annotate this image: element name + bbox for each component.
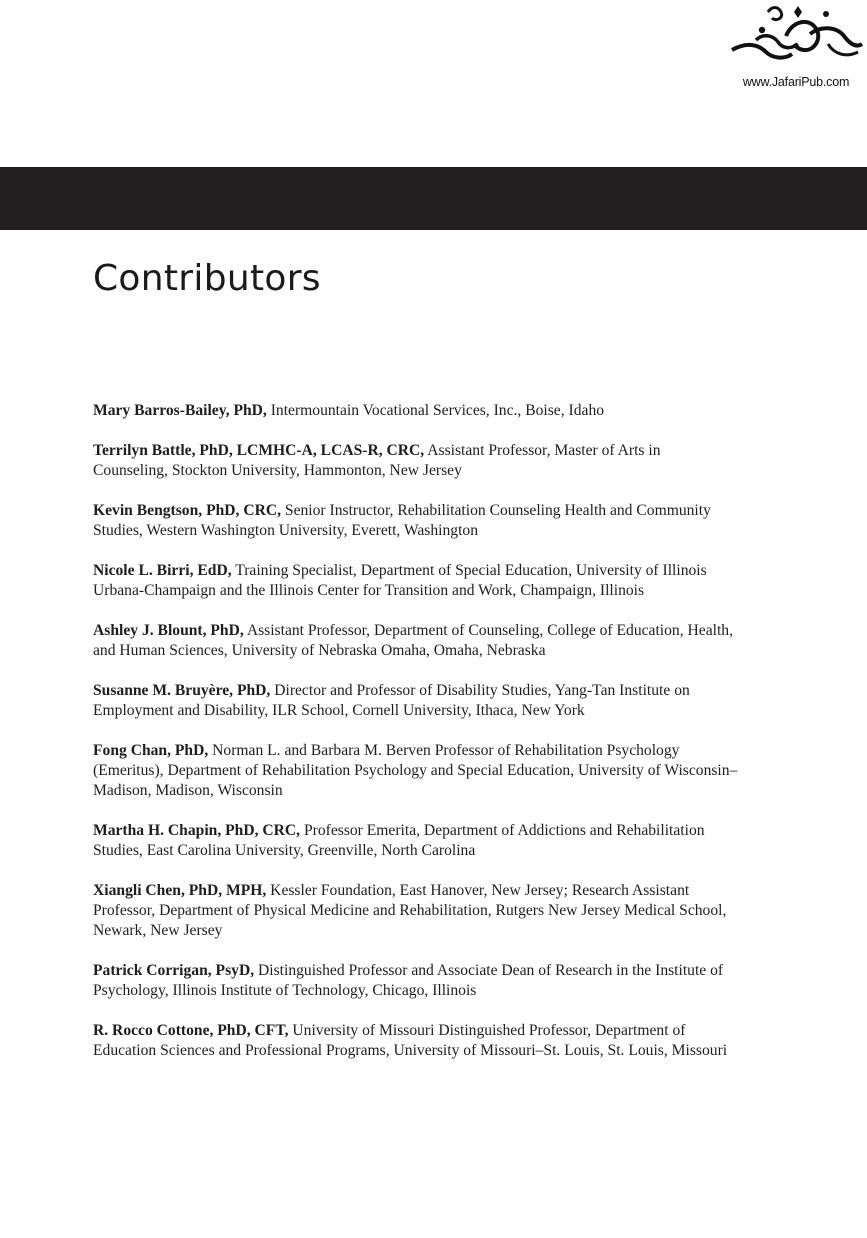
contributor-list [93,401,738,1081]
contributor-entry [93,441,738,481]
calligraphy-logo-icon [728,4,864,72]
contributor-affiliation: Norman L. and Barbara M. Berven Professor of Rehabilitation Psychology (Emeritus), Department of Rehabilitation Psychology and Special Education, University of Wisconsin–Madison, Madison, Wisconsin [93,742,738,799]
contributor-entry [93,621,738,661]
contributor-name: Patrick Corrigan, PsyD, [93,962,255,979]
contributor-name: Terrilyn Battle, PhD, LCMHC-A, LCAS-R, CRC, [93,442,425,459]
contributor-affiliation: Distinguished Professor and Associate Dean of Research in the Institute of Psychology, Illinois Institute of Technology, Chicago, Illinois [93,962,724,999]
contributor-entry [93,881,738,941]
publisher-logo [728,4,864,94]
contributor-affiliation: Assistant Professor, Master of Arts in Counseling, Stockton University, Hammonton, New Jersey [93,442,661,479]
contributor-affiliation: Senior Instructor, Rehabilitation Counseling Health and Community Studies, Western Washington University, Everett, Washington [93,502,711,539]
contributor-affiliation: University of Missouri Distinguished Professor, Department of Education Sciences and Professional Programs, University of Missouri–St. Louis, St. Louis, Missouri [93,1022,728,1059]
contributor-entry [93,561,738,601]
contributor-name: R. Rocco Cottone, PhD, CFT, [93,1022,289,1039]
contributor-name: Ashley J. Blount, PhD, [93,622,244,639]
contributor-entry [93,1021,738,1061]
contributor-name: Kevin Bengtson, PhD, CRC, [93,502,282,519]
contributor-affiliation: Assistant Professor, Department of Counseling, College of Education, Health, and Human Sciences, University of Nebraska Omaha, Omaha, Nebraska [93,622,733,659]
contributor-affiliation: Training Specialist, Department of Special Education, University of Illinois Urbana-Champaign and the Illinois Center for Transition and Work, Champaign, Illinois [93,562,707,599]
contributor-name: Mary Barros-Bailey, PhD, [93,402,267,419]
contributor-affiliation: Intermountain Vocational Services, Inc., Boise, Idaho [266,402,605,419]
contributor-entry [93,961,738,1001]
contributor-entry [93,401,738,421]
header-band [0,167,867,230]
contributor-affiliation: Professor Emerita, Department of Addictions and Rehabilitation Studies, East Carolina University, Greenville, North Carolina [93,822,705,859]
contributor-name: Susanne M. Bruyère, PhD, [93,682,271,699]
publisher-url: www.JafariPub.com [742,75,850,89]
contributor-name: Fong Chan, PhD, [93,742,209,759]
contributor-entry [93,501,738,541]
contributor-entry [93,741,738,801]
contributor-name: Martha H. Chapin, PhD, CRC, [93,822,301,839]
contributor-name: Nicole L. Birri, EdD, [93,562,232,579]
contributor-entry [93,821,738,861]
contributor-affiliation: Kessler Foundation, East Hanover, New Jersey; Research Assistant Professor, Department of Physical Medicine and Rehabilitation, Rutgers New Jersey Medical School, Newark, New Jersey [93,882,727,939]
contributor-name: Xiangli Chen, PhD, MPH, [93,882,267,899]
page-title: Contributors [93,258,321,299]
contributor-affiliation: Director and Professor of Disability Studies, Yang-Tan Institute on Employment and Disability, ILR School, Cornell University, Ithaca, New York [93,682,690,719]
contributor-entry [93,681,738,721]
